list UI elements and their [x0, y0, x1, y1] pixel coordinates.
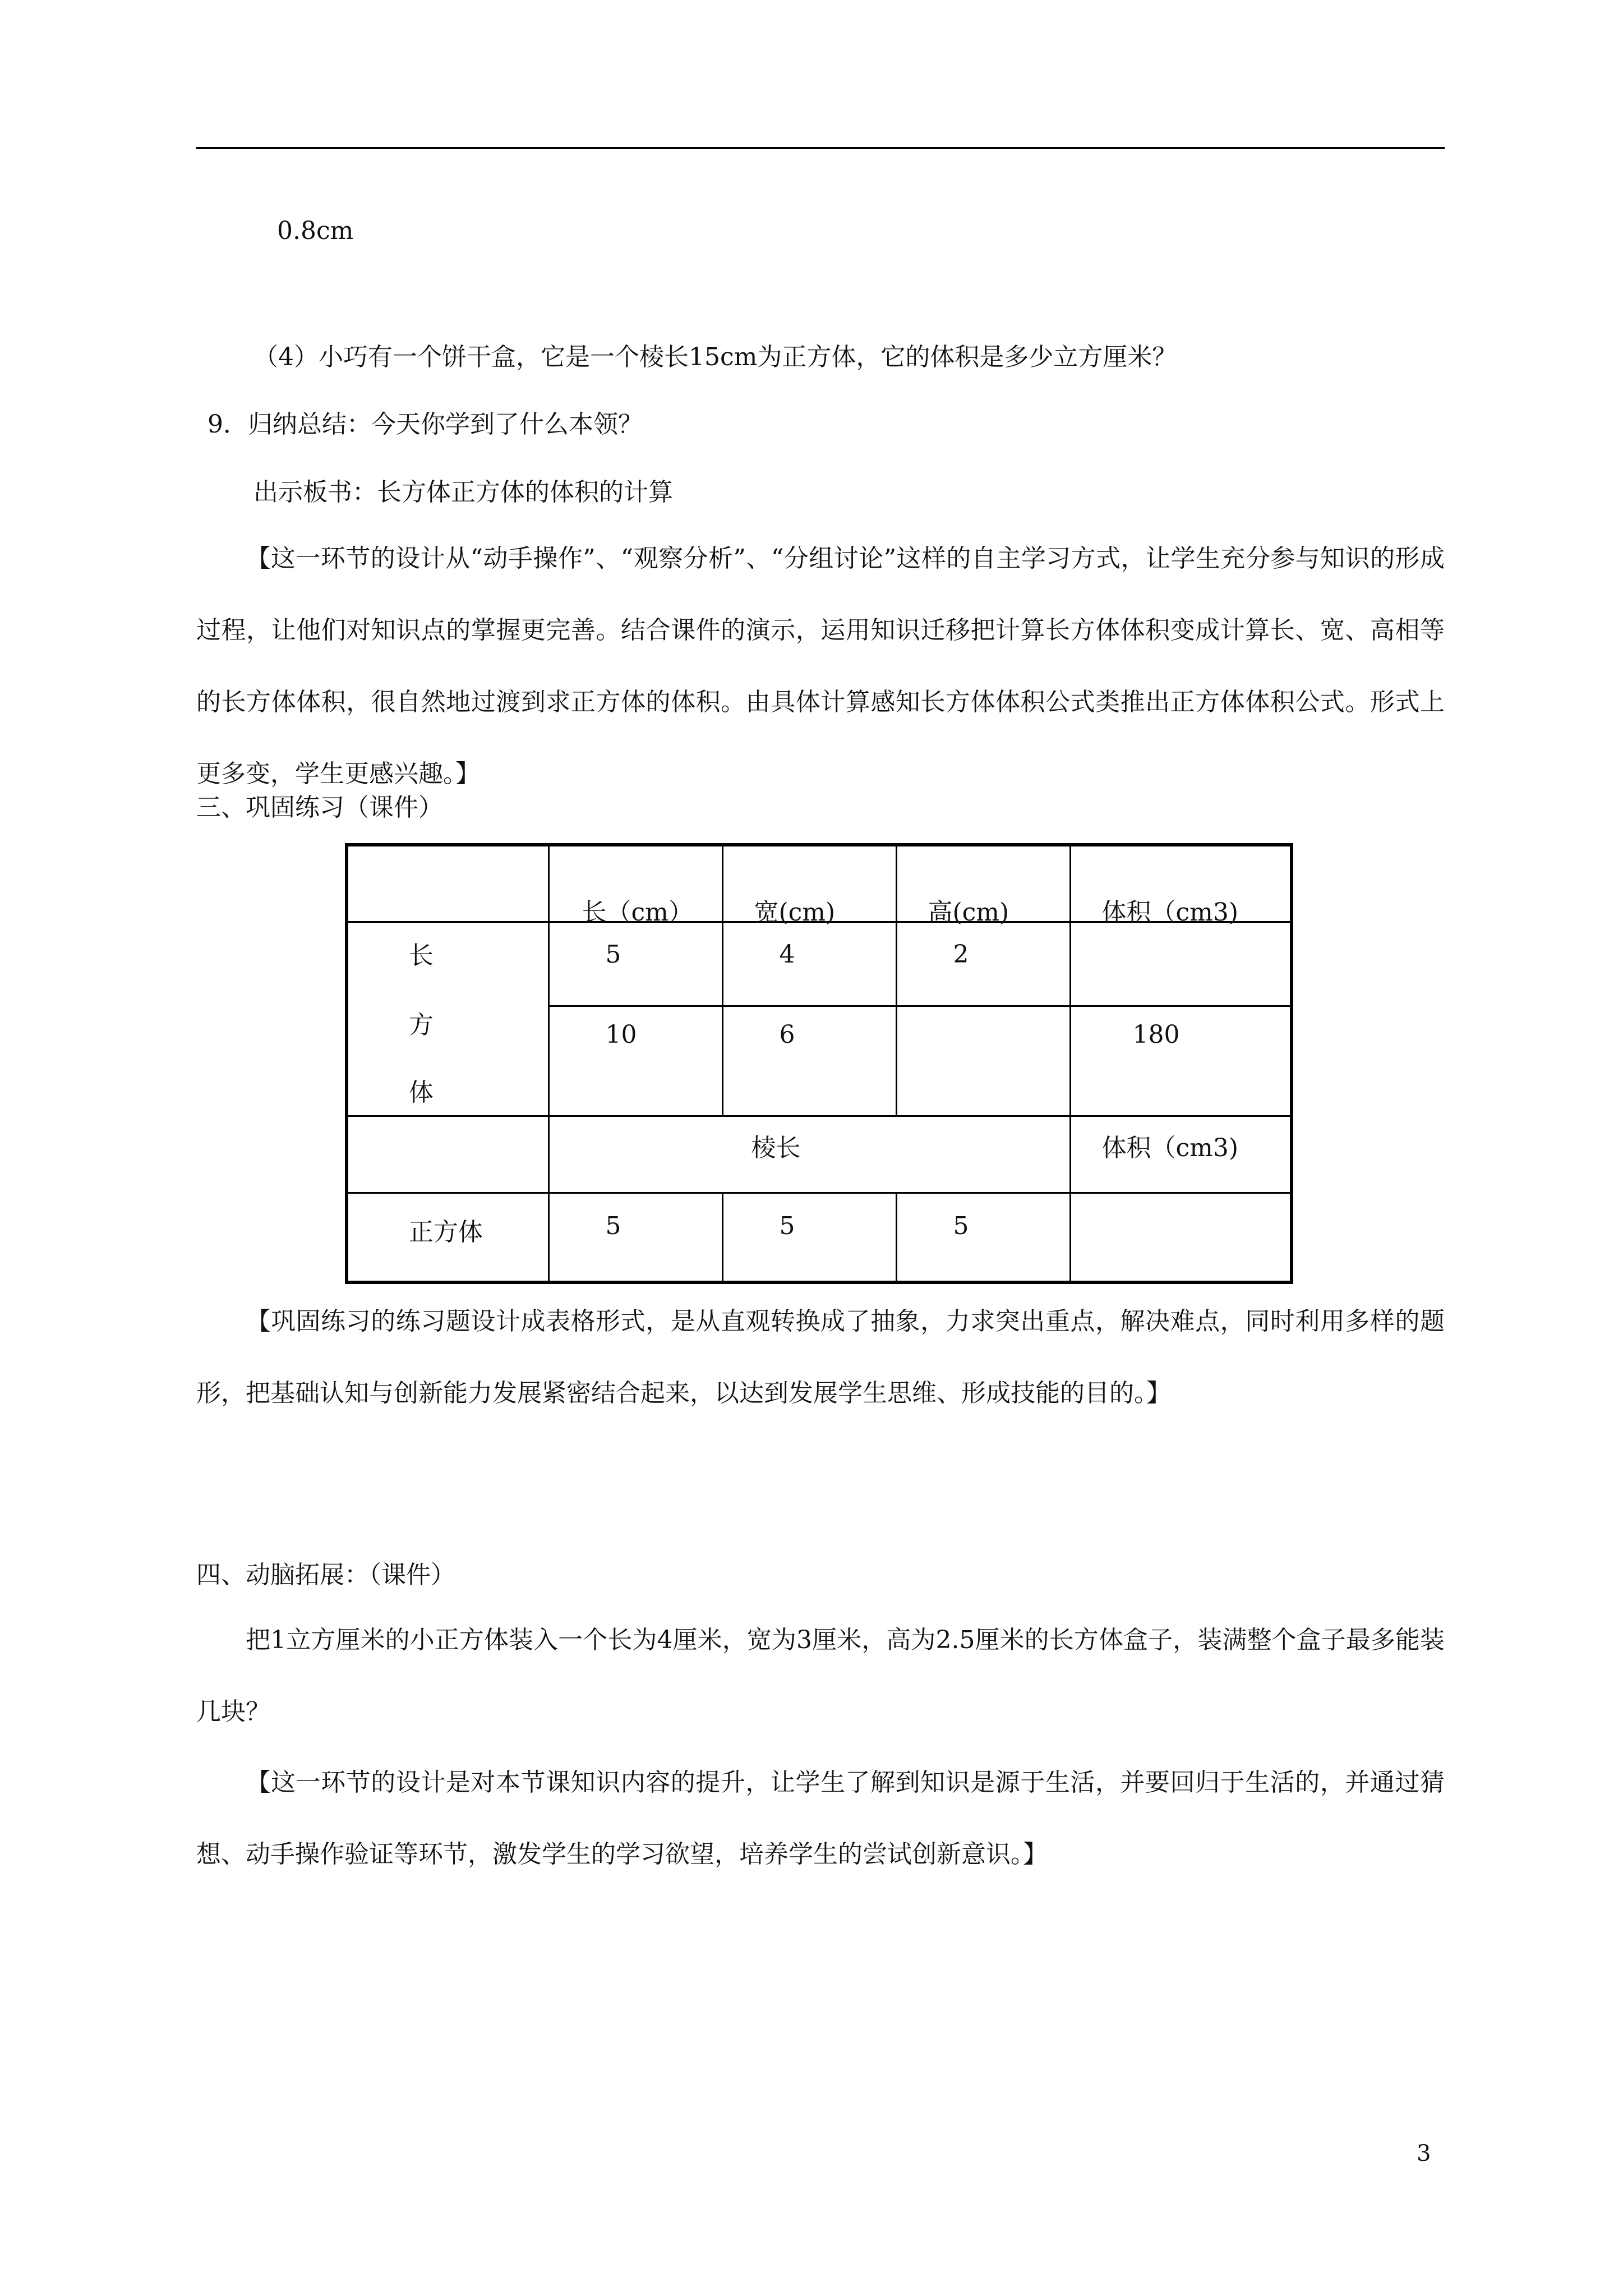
- design-note-1-text: 【这一环节的设计从“动手操作”、“观察分析”、“分组讨论”这样的自主学习方式，让学生充分参与知识的形成过程，让他们对知识点的掌握更完善。结合课件的演示，运用知识迁移把计算长方体体积变成计算长、宽、高相等的长方体体积，很自然地过渡到求正方体的体积。由具体计算感知长方体体积公式类推出正方体体积公式。形式上更多变，学生更感兴趣。】: [196, 544, 1445, 788]
- table-cell: 5: [722, 1193, 896, 1282]
- table-cell: 6: [722, 1006, 896, 1116]
- table-cell: 2: [896, 922, 1070, 1006]
- header-volume-cube: 体积（cm3): [1070, 1116, 1292, 1193]
- header-edge-length: 棱长: [548, 1116, 1070, 1193]
- header-length: 长（cm）: [548, 845, 722, 922]
- table-cell: 4: [722, 922, 896, 1006]
- table-blank-cell: [347, 1116, 548, 1193]
- design-note-3-text: 【这一环节的设计是对本节课知识内容的提升，让学生了解到知识是源于生活，并要回归于生活的，并通过猜想、动手操作验证等环节，激发学生的学习欲望，培养学生的尝试创新意识。】: [196, 1768, 1445, 1869]
- table-cell: 5: [548, 922, 722, 1006]
- section-3-heading: 三、巩固练习（课件）: [196, 793, 443, 822]
- page-number: 3: [1417, 2141, 1431, 2166]
- board-title: 出示板书：长方体正方体的体积的计算: [253, 478, 673, 507]
- header-width: 宽(cm): [722, 845, 896, 922]
- design-note-1: [196, 523, 1445, 810]
- extension-problem-text: 把1立方厘米的小正方体装入一个长为4厘米，宽为3厘米，高为2.5厘米的长方体盒子，装满整个盒子最多能装几块？: [196, 1626, 1445, 1726]
- section-4-heading: 四、动脑拓展：（课件）: [196, 1561, 455, 1589]
- table-corner-cell: [347, 845, 548, 922]
- table-cell: 180: [1070, 1006, 1292, 1116]
- design-note-2: [196, 1286, 1445, 1429]
- practice-table: [345, 843, 1293, 1284]
- header-height: 高(cm): [896, 845, 1070, 922]
- cube-label-cell: 正方体: [347, 1193, 548, 1282]
- table-cell: [1070, 922, 1292, 1006]
- question-4: （4）小巧有一个饼干盒，它是一个棱长15cm为正方体，它的体积是多少立方厘米？: [253, 343, 1177, 371]
- section-9-heading: 9．归纳总结：今天你学到了什么本领？: [208, 410, 643, 439]
- text-line-measure: 0.8cm: [277, 217, 354, 245]
- table-cell: [1070, 1193, 1292, 1282]
- table-cell: [896, 1006, 1070, 1116]
- cuboid-label-cell: 长 方 体: [347, 922, 548, 1116]
- extension-problem: [196, 1604, 1445, 1748]
- header-rule: [196, 147, 1445, 149]
- design-note-3: [196, 1747, 1445, 1890]
- design-note-2-text: 【巩固练习的练习题设计成表格形式，是从直观转换成了抽象，力求突出重点，解决难点，同时利用多样的题形，把基础认知与创新能力发展紧密结合起来，以达到发展学生思维、形成技能的目的。】: [196, 1307, 1445, 1407]
- table-cell: 5: [548, 1193, 722, 1282]
- table-cell: 10: [548, 1006, 722, 1116]
- header-volume: 体积（cm3): [1070, 845, 1292, 922]
- table-cell: 5: [896, 1193, 1070, 1282]
